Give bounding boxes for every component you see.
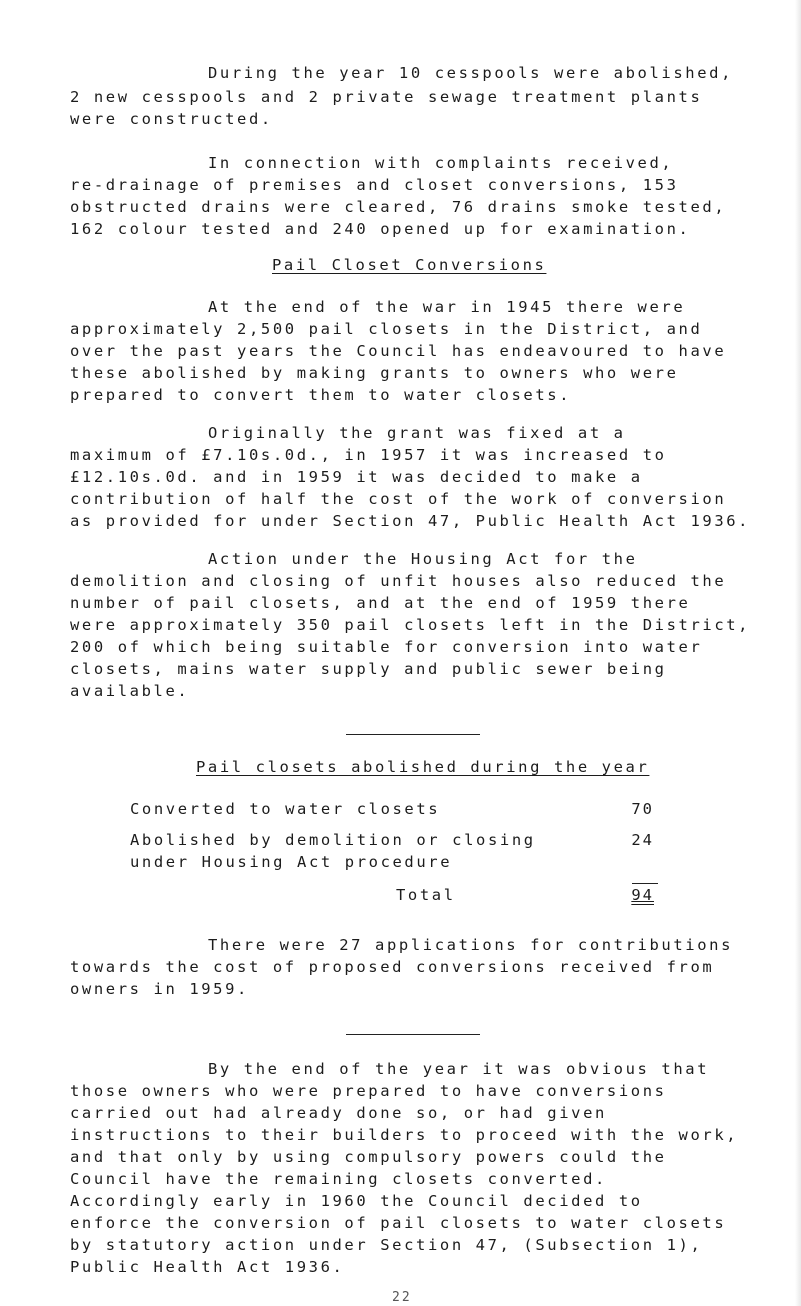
paragraph-applications-line-3: owners in 1959. xyxy=(70,980,249,998)
page-number: 22 xyxy=(392,1290,412,1305)
paragraph-enforcement-line-8: enforce the conversion of pail closets to water closets xyxy=(70,1214,727,1232)
paragraph-cesspools-line-2: 2 new cesspools and 2 private sewage treatment plants xyxy=(70,88,703,106)
paragraph-cesspools-line-3: were constructed. xyxy=(70,110,273,128)
table-row-value: 70 xyxy=(631,800,654,818)
table-heading: Pail closets abolished during the year xyxy=(196,758,650,776)
table-total-label: Total xyxy=(396,886,456,904)
paragraph-complaints-line-4: 162 colour tested and 240 opened up for examination. xyxy=(70,220,691,238)
paragraph-grant-line-4: contribution of half the cost of the work of conversion xyxy=(70,490,727,508)
paragraph-grant-line-2: maximum of £7.10s.0d., in 1957 it was increased to xyxy=(70,446,667,464)
paragraph-grant-line-1: Originally the grant was fixed at a xyxy=(208,424,626,442)
paragraph-war-line-3: over the past years the Council has endeavoured to have xyxy=(70,342,727,360)
separator-rule xyxy=(346,734,480,735)
paragraph-housing-act-line-3: number of pail closets, and at the end of 1959 there xyxy=(70,594,691,612)
table-row-label: Abolished by demolition or closing xyxy=(130,831,536,849)
paragraph-enforcement-line-6: Council have the remaining closets converted. xyxy=(70,1170,607,1188)
paragraph-housing-act-line-2: demolition and closing of unfit houses also reduced the xyxy=(70,572,727,590)
paragraph-enforcement-line-7: Accordingly early in 1960 the Council decided to xyxy=(70,1192,643,1210)
paragraph-applications-line-2: towards the cost of proposed conversions received from xyxy=(70,958,715,976)
paragraph-war-line-2: approximately 2,500 pail closets in the District, and xyxy=(70,320,703,338)
paragraph-enforcement-line-1: By the end of the year it was obvious that xyxy=(208,1060,710,1078)
paragraph-war-line-1: At the end of the war in 1945 there were xyxy=(208,298,686,316)
paragraph-housing-act-line-7: available. xyxy=(70,682,190,700)
section-heading-pail-closet-conversions: Pail Closet Conversions xyxy=(272,256,547,274)
paragraph-enforcement-line-2: those owners who were prepared to have conversions xyxy=(70,1082,667,1100)
paragraph-enforcement-line-9: by statutory action under Section 47, (Subsection 1), xyxy=(70,1236,703,1254)
table-row-label-continued: under Housing Act procedure xyxy=(130,853,453,871)
paragraph-enforcement-line-10: Public Health Act 1936. xyxy=(70,1258,345,1276)
paragraph-complaints-line-1: In connection with complaints received, xyxy=(208,154,674,172)
page-edge-shadow xyxy=(795,0,801,1306)
paragraph-complaints-line-3: obstructed drains were cleared, 76 drains smoke tested, xyxy=(70,198,727,216)
paragraph-complaints-line-2: re-drainage of premises and closet conversions, 153 xyxy=(70,176,679,194)
paragraph-grant-line-3: £12.10s.0d. and in 1959 it was decided to make a xyxy=(70,468,643,486)
paragraph-housing-act-line-4: were approximately 350 pail closets left in the District, xyxy=(70,616,751,634)
paragraph-war-line-5: prepared to convert them to water closets. xyxy=(70,386,572,404)
paragraph-housing-act-line-6: closets, mains water supply and public sewer being xyxy=(70,660,667,678)
paragraph-enforcement-line-4: instructions to their builders to proceed with the work, xyxy=(70,1126,739,1144)
paragraph-grant-line-5: as provided for under Section 47, Public Health Act 1936. xyxy=(70,512,751,530)
table-row-label: Converted to water closets xyxy=(130,800,441,818)
paragraph-enforcement-line-3: carried out had already done so, or had given xyxy=(70,1104,607,1122)
paragraph-cesspools-line-1: During the year 10 cesspools were abolished, xyxy=(208,64,733,82)
table-total-value: 94 xyxy=(631,886,654,904)
paragraph-housing-act-line-1: Action under the Housing Act for the xyxy=(208,550,638,568)
paragraph-housing-act-line-5: 200 of which being suitable for conversion into water xyxy=(70,638,703,656)
table-row-value: 24 xyxy=(631,831,654,849)
paragraph-applications-line-1: There were 27 applications for contributions xyxy=(208,936,733,954)
paragraph-enforcement-line-5: and that only by using compulsory powers could the xyxy=(70,1148,667,1166)
paragraph-war-line-4: these abolished by making grants to owners who were xyxy=(70,364,679,382)
separator-rule xyxy=(346,1034,480,1035)
